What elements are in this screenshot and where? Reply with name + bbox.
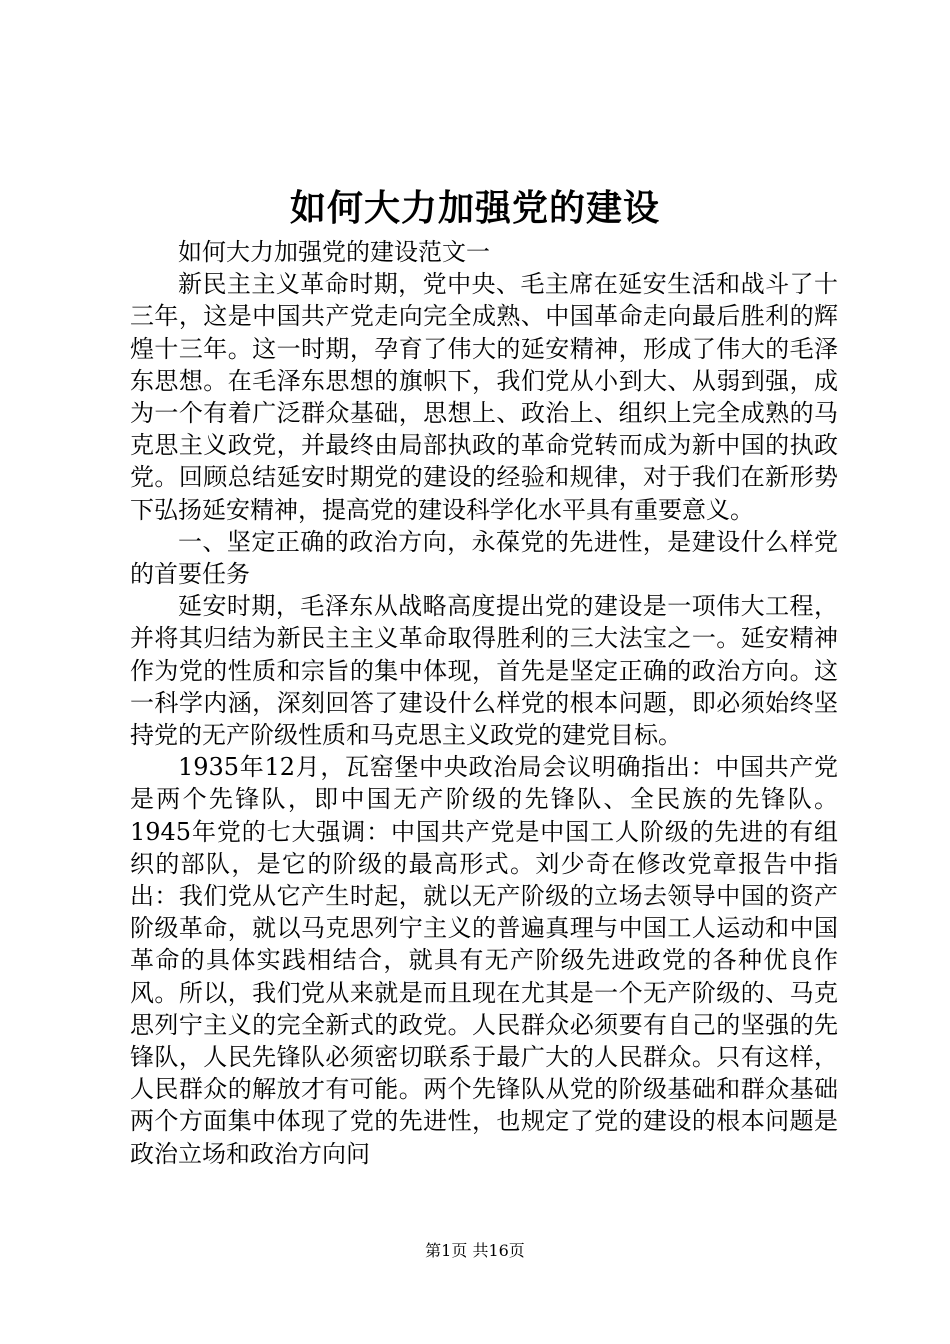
paragraph-1935: 1935年12月，瓦窑堡中央政治局会议明确指出：中国共产党是两个先锋队，即中国无产阶级的先锋队、全民族的先锋队。1945年党的七大强调：中国共产党是中国工人阶级的先进的有组织的部队，是它的阶级的最高形式。刘少奇在修改党章报告中指出：我们党从它产生时起，就以无产阶级的立场去领导中国的资产阶级革命，就以马克思列宁主义的普遍真理与中国工人运动和中国革命的具体实践相结合，就具有无产阶级先进政党的各种优良作风。所以，我们党从来就是而且现在尤其是一个无产阶级的、马克思列宁主义的完全新式的政党。人民群众必须要有自己的坚强的先锋队，人民先锋队必须密切联系于最广大的人民群众。只有这样，人民群众的解放才有可能。两个先锋队从党的阶级基础和群众基础两个方面集中体现了党的先进性，也规定了党的建设的根本问题是政治立场和政治方向问 bbox=[130, 753, 838, 1168]
document-body bbox=[130, 236, 838, 1170]
page-title: 如何大力加强党的建设 bbox=[289, 187, 660, 229]
paragraph-section-heading: 一、坚定正确的政治方向，永葆党的先进性，是建设什么样党的首要任务 bbox=[130, 527, 838, 589]
paragraph-yanan-period: 延安时期，毛泽东从战略高度提出党的建设是一项伟大工程，并将其归结为新民主主义革命取得胜利的三大法宝之一。延安精神作为党的性质和宗旨的集中体现，首先是坚定正确的政治方向。这一科学内涵，深刻回答了建设什么样党的根本问题，即必须始终坚持党的无产阶级性质和马克思主义政党的建党目标。 bbox=[130, 592, 838, 750]
paragraph-subtitle: 如何大力加强党的建设范文一 bbox=[178, 238, 490, 266]
page-number-footer: 第1页 共16页 bbox=[425, 1241, 525, 1260]
paragraph-intro: 新民主主义革命时期，党中央、毛主席在延安生活和战斗了十三年，这是中国共产党走向完全成熟、中国革命走向最后胜利的辉煌十三年。这一时期，孕育了伟大的延安精神，形成了伟大的毛泽东思想。在毛泽东思想的旗帜下，我们党从小到大、从弱到强，成为一个有着广泛群众基础，思想上、政治上、组织上完全成熟的马克思主义政党，并最终由局部执政的革命党转而成为新中国的执政党。回顾总结延安时期党的建设的经验和规律，对于我们在新形势下弘扬延安精神，提高党的建设科学化水平具有重要意义。 bbox=[130, 270, 838, 524]
